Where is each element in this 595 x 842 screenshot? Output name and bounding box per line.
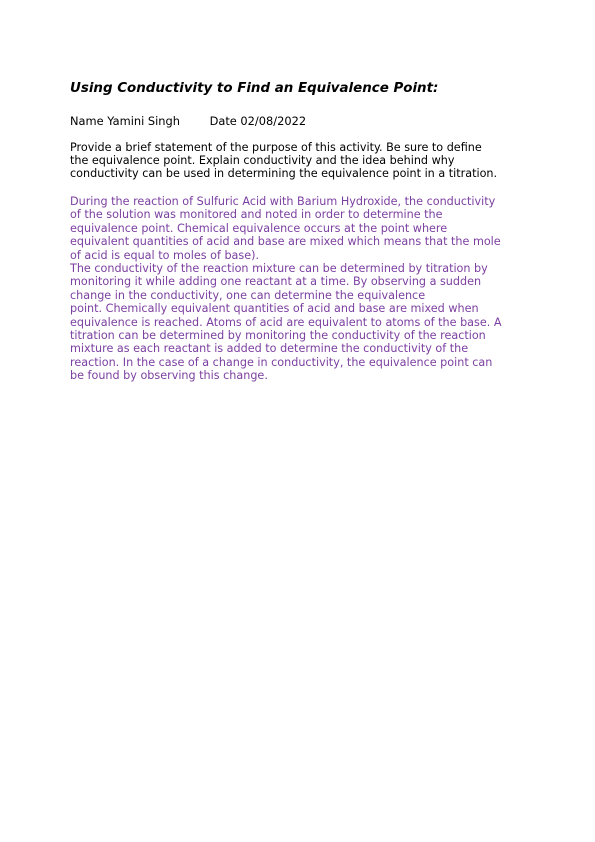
answer-line: be found by observing this change.	[70, 369, 268, 383]
answer-line: mixture as each reactant is added to determine the conductivity of the	[70, 342, 469, 356]
name-value: Yamini Singh	[107, 114, 180, 128]
answer-line: of the solution was monitored and noted in order to determine the	[70, 208, 443, 222]
answer-line: equivalent quantities of acid and base are mixed which means that the mole	[70, 235, 501, 249]
prompt-line: the equivalence point. Explain conductivity and the idea behind why	[70, 154, 455, 168]
answer-line: reaction. In the case of a change in conductivity, the equivalence point can	[70, 355, 493, 369]
answer-line: of acid is equal to moles of base).	[70, 248, 260, 262]
document-title: Using Conductivity to Find an Equivalence Point:	[70, 81, 439, 96]
answer-line: change in the conductivity, one can determine the equivalence	[70, 288, 426, 302]
name-label: Name	[70, 114, 104, 128]
prompt-line: Provide a brief statement of the purpose of this activity. Be sure to define	[70, 141, 482, 154]
answer-line: During the reaction of Sulfuric Acid with Barium Hydroxide, the conductivity	[70, 195, 496, 208]
answer-line: monitoring it while adding one reactant at a time. By observing a sudden	[70, 275, 482, 289]
name-date-line	[70, 114, 306, 128]
answer-line: titration can be determined by monitoring the conductivity of the reaction	[70, 329, 486, 343]
prompt-paragraph	[70, 141, 540, 181]
answer-line: point. Chemically equivalent quantities of acid and base are mixed when	[70, 302, 479, 316]
date-label: Date	[209, 114, 237, 128]
answer-paragraph	[70, 195, 540, 383]
date-value: 02/08/2022	[240, 114, 307, 128]
prompt-line: conductivity can be used in determining the equivalence point in a titration.	[70, 167, 498, 181]
answer-line: equivalence is reached. Atoms of acid are equivalent to atoms of the base. A	[70, 315, 502, 329]
answer-line: equivalence point. Chemical equivalence occurs at the point where	[70, 221, 448, 235]
answer-line: The conductivity of the reaction mixture can be determined by titration by	[70, 262, 488, 276]
